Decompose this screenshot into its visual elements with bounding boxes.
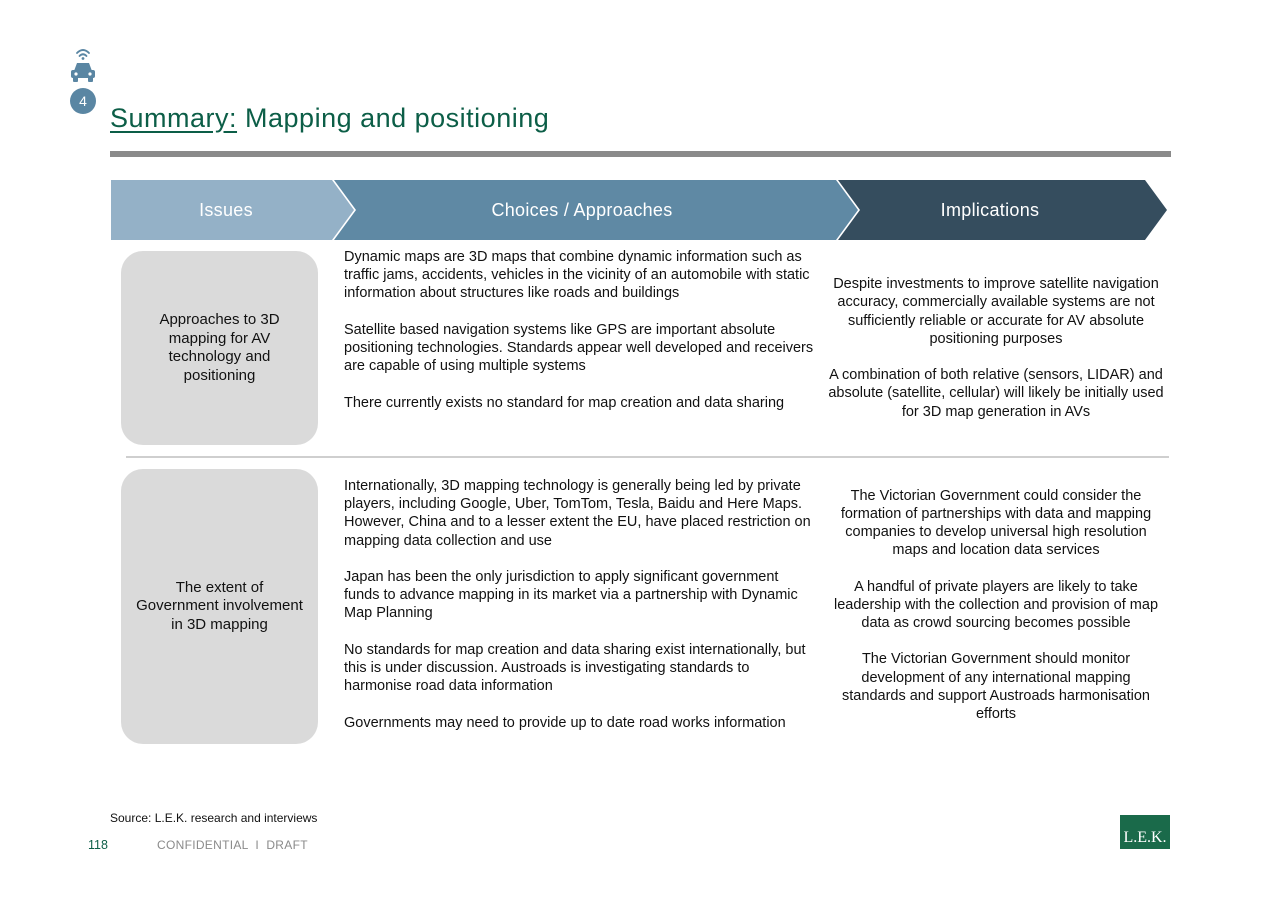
confidentiality-label: CONFIDENTIAL I DRAFT xyxy=(157,838,308,852)
page-number: 118 xyxy=(88,838,108,852)
implication-text: A combination of both relative (sensors, LIDAR) and absolute (satellite, cellular) will likely be initially used for 3D map generation in AVs xyxy=(828,367,1164,420)
choice-text: Internationally, 3D mapping technology is generally being led by private players, including Google, Uber, TomTom, Tesla, Baidu and Here Maps. However, China and to a lesser extent the EU, have placed restriction on mapping data collection and use xyxy=(344,478,811,549)
lek-logo: L.E.K. xyxy=(1120,815,1170,849)
implications-cell xyxy=(828,248,1164,448)
implication-text: The Victorian Government could consider the formation of partnerships with data and mapping companies to develop universal high resolution maps and location data services xyxy=(840,487,1152,559)
column-header-choices: Choices / Approaches xyxy=(491,199,673,220)
implication-text: Despite investments to improve satellite navigation accuracy, commercially available systems are not sufficiently reliable or accurate for AV absolute positioning purposes xyxy=(833,276,1159,347)
section-number-badge: 4 xyxy=(70,88,96,114)
issue-box: The extent of Government involvement in 3D mapping xyxy=(121,469,318,744)
choice-text: Dynamic maps are 3D maps that combine dynamic information such as traffic jams, accidents, vehicles in the vicinity of an automobile with static information about structures like roads and buildings xyxy=(344,249,810,302)
implication-text: A handful of private players are likely to take leadership with the collection and provision of map data as crowd sourcing becomes possible xyxy=(833,578,1159,632)
choice-text: Japan has been the only jurisdiction to apply significant government funds to advance mapping in its market via a partnership with Dynamic Map Planning xyxy=(344,569,798,622)
page-title xyxy=(110,103,549,134)
choice-text: No standards for map creation and data sharing exist internationally, but this is under discussion. Austroads is investigating standards to harmonise road data information xyxy=(344,641,806,695)
issue-box: Approaches to 3D mapping for AV technology and positioning xyxy=(121,251,318,445)
title-text: Mapping and positioning xyxy=(237,103,550,133)
row-divider xyxy=(126,456,1169,458)
source-note: Source: L.E.K. research and interviews xyxy=(110,811,318,825)
choices-cell xyxy=(344,248,814,412)
implications-cell xyxy=(828,470,1164,740)
choice-text: Satellite based navigation systems like GPS are important absolute positioning technologies. Standards appear well developed and receivers are capable of using multiple systems xyxy=(344,321,814,375)
implication-text: The Victorian Government should monitor development of any international mapping standards and support Austroads harmonisation efforts xyxy=(842,651,1150,723)
title-divider xyxy=(110,151,1171,157)
connected-car-icon xyxy=(68,46,98,84)
choice-text: There currently exists no standard for map creation and data sharing xyxy=(344,394,785,411)
column-header-issues: Issues xyxy=(199,199,253,220)
choice-text: Governments may need to provide up to date road works information xyxy=(344,714,786,731)
column-header-implications: Implications xyxy=(940,199,1040,220)
choices-cell xyxy=(344,477,814,732)
title-prefix: Summary: xyxy=(110,103,238,133)
